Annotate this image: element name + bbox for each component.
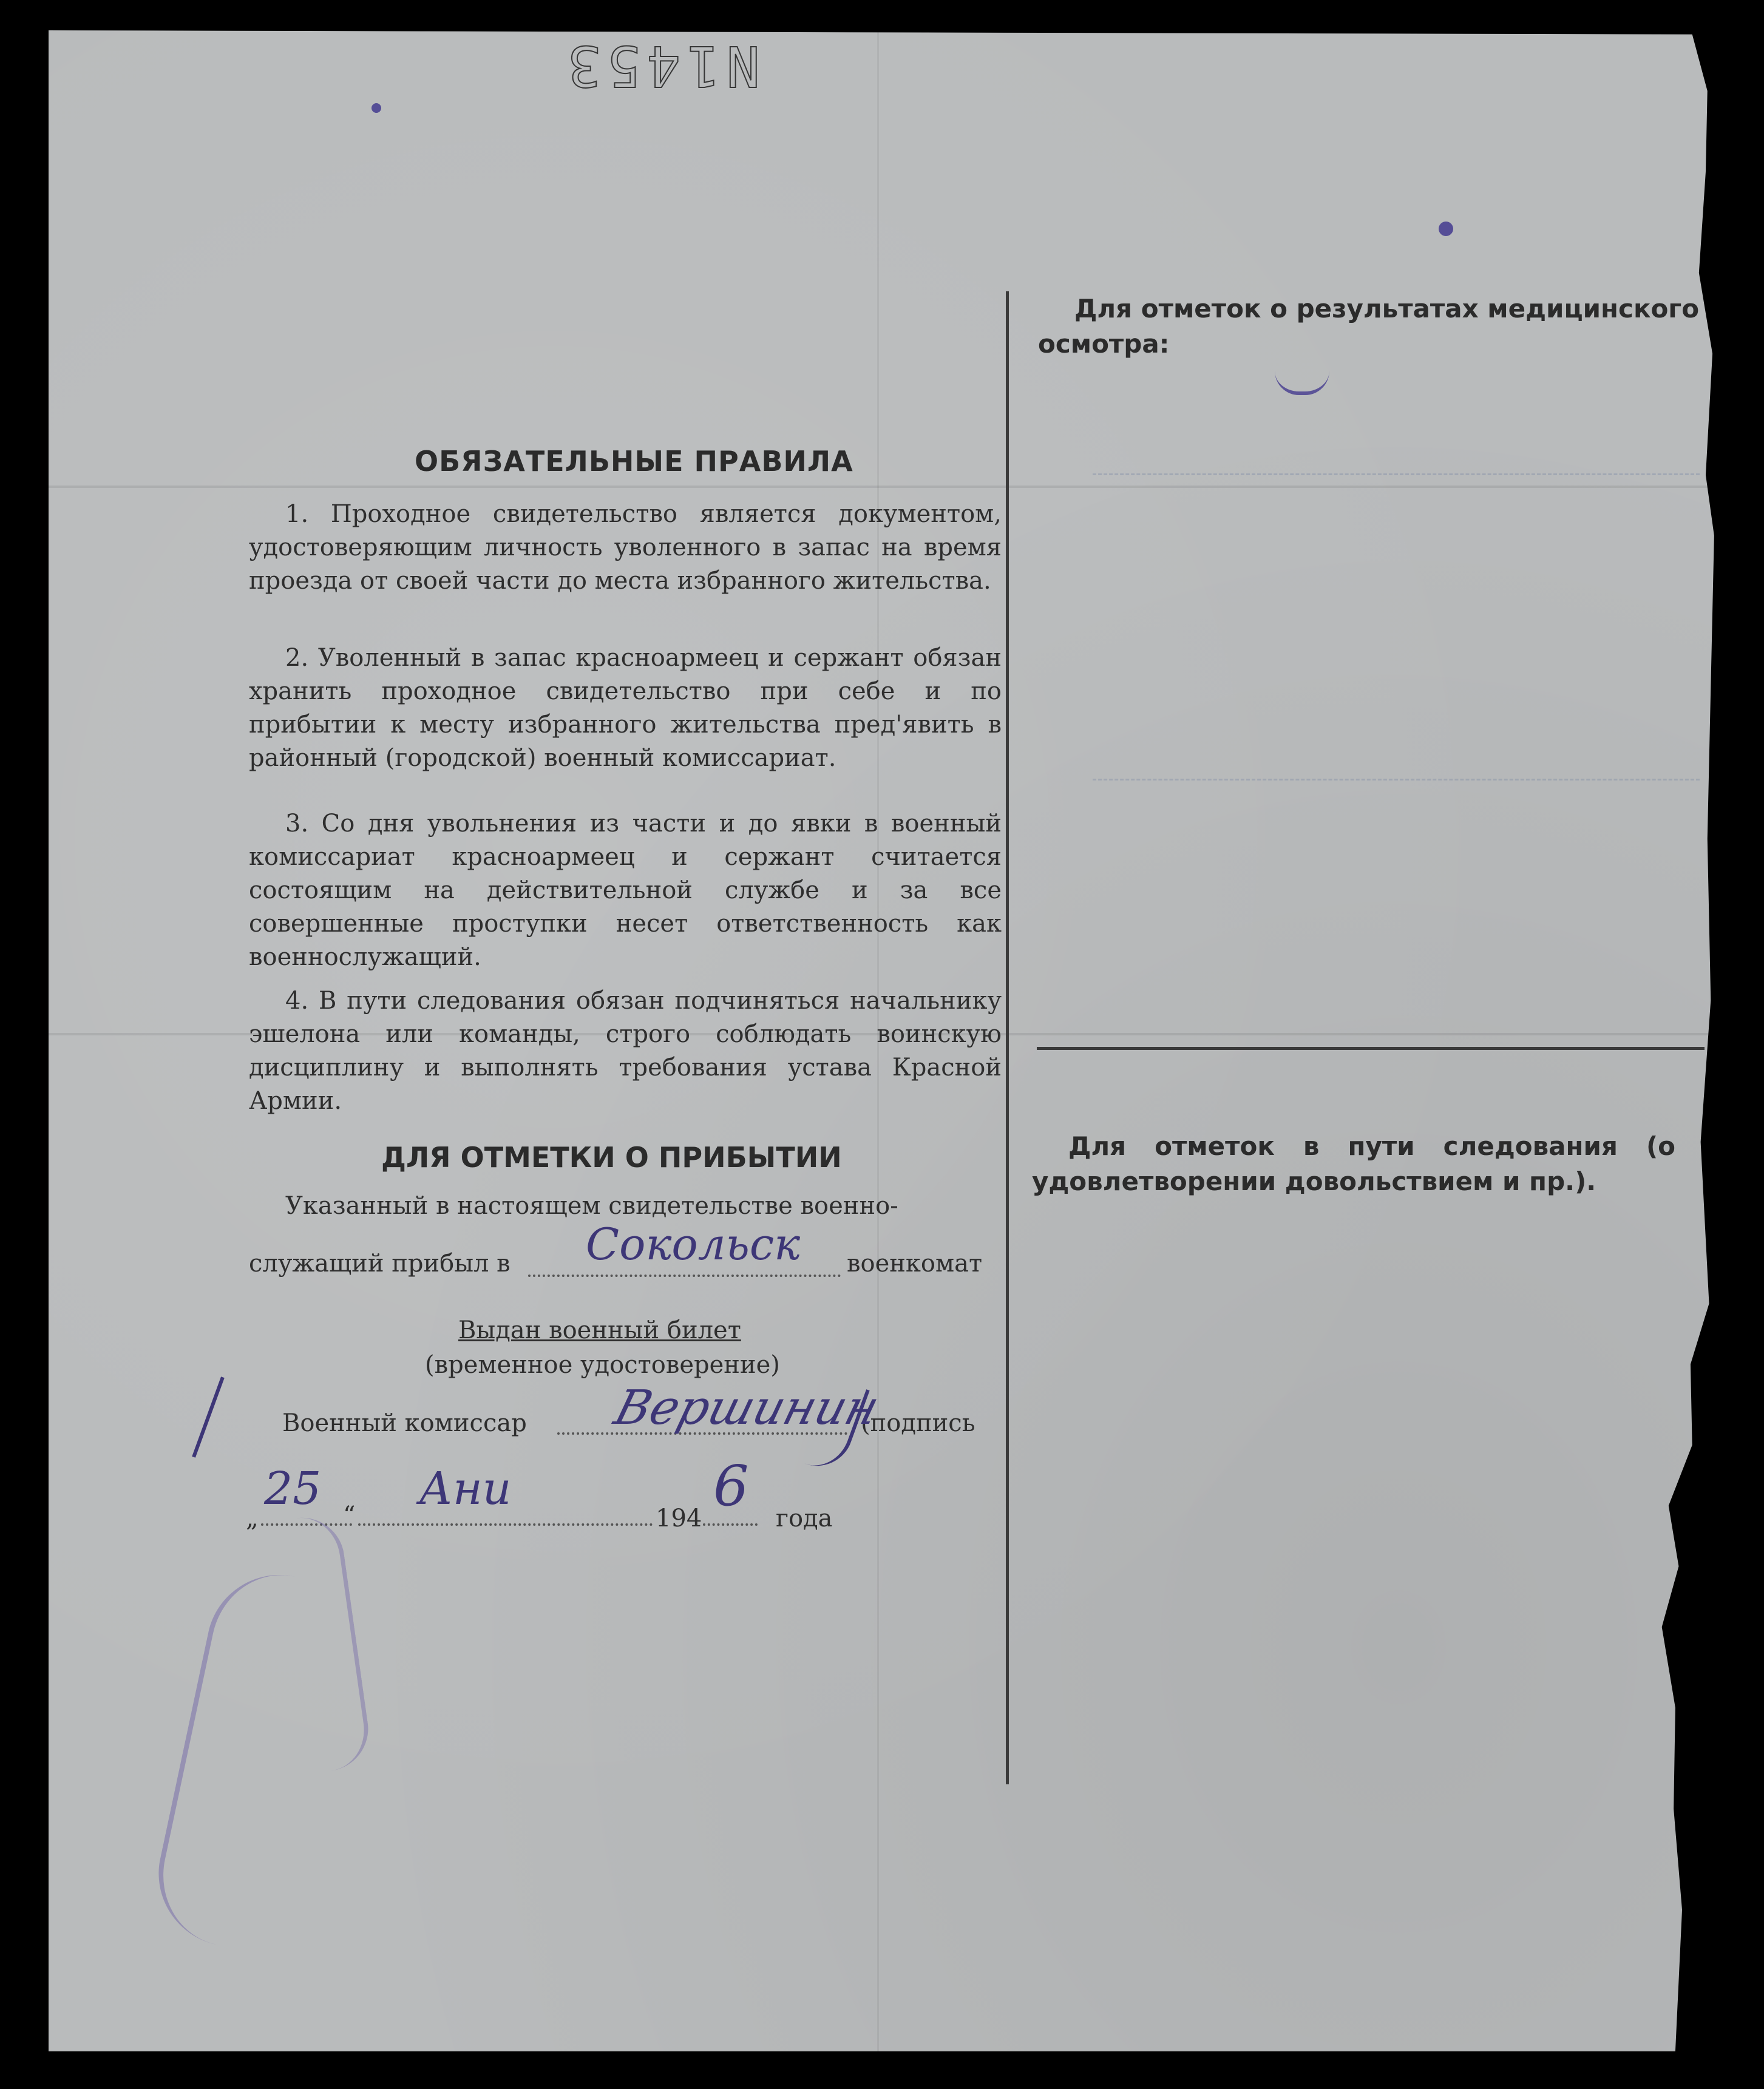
medical-title: Для отметок о результатах медицинского осмотра:: [1038, 294, 1700, 359]
rule-item: 3. Со дня увольнения из части и до явки в военный комиссариат красноармеец и сержант считается состоящим на действительной службе и за все совершенные проступки несет ответственность как военнослужащий.: [249, 810, 1002, 971]
date-close-quote: “: [343, 1502, 356, 1529]
issued-line-note: (временное удостоверение): [425, 1351, 780, 1379]
date-year-prefix: 194: [656, 1505, 702, 1532]
ink-dot: [1439, 222, 1453, 236]
arrival-title: ДЛЯ ОТМЕТКИ О ПРИБЫТИИ: [381, 1141, 842, 1174]
date-suffix: года: [776, 1505, 833, 1532]
date-open-quote: „: [246, 1505, 259, 1532]
date-month-blank-line: [358, 1523, 653, 1526]
perforated-serial-number: N1453: [561, 33, 760, 98]
handwritten-signature: Вершинин: [608, 1381, 885, 1435]
faded-bleed-through: [1093, 473, 1700, 780]
commissar-label: Военный комиссар: [282, 1409, 527, 1437]
column-divider: [1006, 291, 1009, 1784]
transit-title: Для отметок в пути следования (о удовлетворении довольствием и пр.).: [1032, 1131, 1675, 1196]
rules-title: ОБЯЗАТЕЛЬНЫЕ ПРАВИЛА: [415, 445, 853, 478]
arrival-line-suffix: военкомат: [847, 1250, 983, 1278]
date-year-blank-line: [703, 1523, 758, 1526]
commissar-suffix: (подпись: [861, 1409, 975, 1437]
handwritten-place: Сокольск: [586, 1219, 801, 1270]
place-blank-line: [528, 1275, 841, 1277]
handwritten-month: Ани: [419, 1463, 512, 1515]
handwritten-year-digit: 6: [713, 1454, 749, 1519]
arrival-line: Указанный в настоящем свидетельстве военно-: [285, 1192, 898, 1220]
rule-item: 1. Проходное свидетельство является документом, удостоверяющим личность уволенного в запас на время проезда от своей части до места избранного жительства.: [249, 500, 1002, 595]
issued-line: Выдан военный билет: [458, 1316, 741, 1344]
section-divider: [1037, 1047, 1705, 1050]
ink-dot: [371, 103, 381, 113]
handwritten-day: 25: [264, 1463, 322, 1515]
rule-item: 2. Уволенный в запас красноармеец и сержант обязан хранить проходное свидетельство при себе и по прибытии к месту избранного жительства пред'явить в районный (городской) военный комиссариат.: [249, 644, 1002, 772]
arrival-line-prefix: служащий прибыл в: [249, 1250, 511, 1278]
rule-item: 4. В пути следования обязан подчиняться начальнику эшелона или команды, строго соблюдать воинскую дисциплину и выполнять требования устава Красной Армии.: [249, 987, 1002, 1115]
